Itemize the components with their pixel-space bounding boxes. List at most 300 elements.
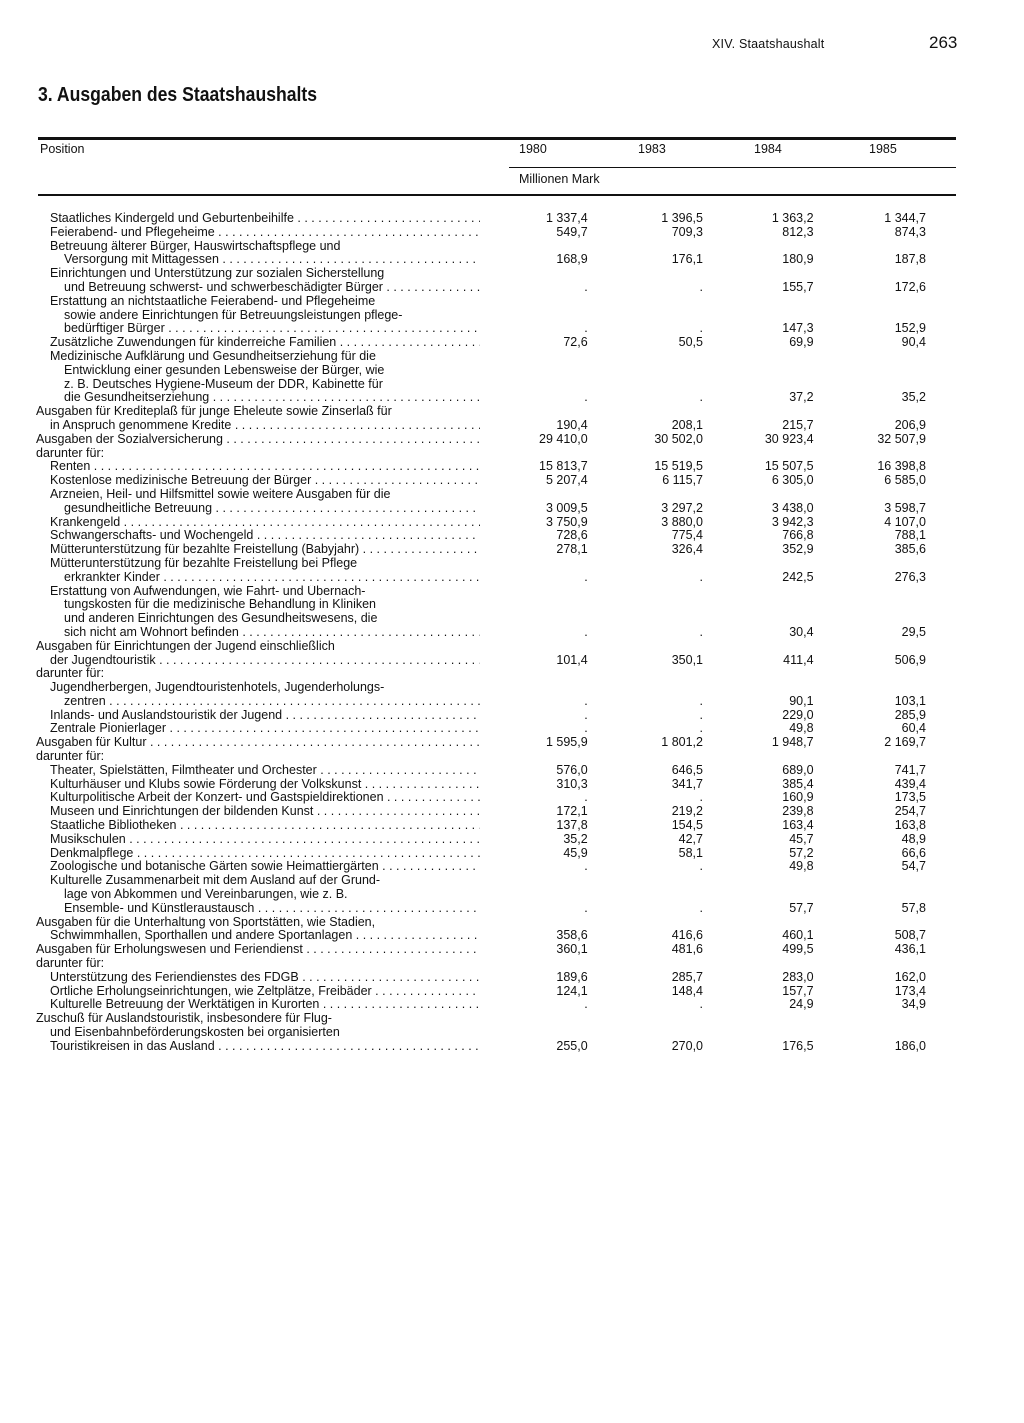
row-label-line: gesundheitliche Betreuung . . . [36,502,480,516]
row-label-line: Ausgaben für Kultur . . . [36,736,480,750]
cell-1985: 285,9 [894,707,926,722]
column-header-year-1: 1980 [519,142,547,156]
cell-1985: 741,7 [894,762,926,777]
row-label [36,557,480,585]
row-label [36,805,480,819]
table-row [36,874,926,915]
row-label [36,736,480,750]
table-row [36,557,926,585]
cell-1984: 30,4 [789,624,814,639]
row-label-line: Kostenlose medizinische Betreuung der Bürger . . . [36,474,480,488]
cell-1980: 3 750,9 [545,514,588,529]
row-label-line: Ausgaben für Einrichtungen der Jugend einschließlich [36,639,335,653]
cell-1985: 788,1 [894,528,926,543]
cell-1985: 152,9 [894,321,926,336]
cell-1984: 49,8 [789,721,814,736]
row-label [36,1012,480,1053]
cell-1984: 411,4 [783,652,814,667]
cell-1980: 45,9 [563,845,588,860]
cell-1985: 172,6 [894,279,926,294]
cell-1984: 812,3 [782,224,814,239]
row-label-line: Kulturelle Betreuung der Werktätigen in Kurorten . . . [36,998,480,1012]
cell-1980: . [584,721,588,736]
cell-1983: 1 801,2 [661,735,703,750]
cell-1984: 1 948,7 [771,735,814,750]
cell-1983: 6 115,7 [662,473,703,488]
cell-1980: 278,1 [556,542,588,557]
cell-1984: 147,3 [782,321,814,336]
row-label [36,226,480,240]
table-row [36,640,926,668]
row-label-line: Ausgaben für Erholungswesen und Feriendienst . . . [36,943,480,957]
cell-1980: . [584,707,588,722]
cell-1984: 3 438,0 [771,500,814,515]
cell-1984: 460,1 [782,928,814,943]
cell-1985: 385,6 [894,542,926,557]
cell-1985: 1 344,7 [884,211,926,225]
table-row [36,916,926,944]
cell-1980: 189,6 [556,969,588,984]
cell-1980: 72,6 [563,335,588,350]
cell-1980: 137,8 [556,818,588,833]
table-row [36,460,926,474]
cell-1984: 6 305,0 [771,473,814,488]
cell-1983: 208,1 [671,417,703,432]
table-row [36,516,926,530]
table-row [36,681,926,709]
row-label-line: Mütterunterstützung für bezahlte Freistellung bei Pflege [50,556,358,570]
table-row [36,405,926,433]
cell-1983: . [699,721,703,736]
row-label-line: Entwicklung einer gesunden Lebensweise der Bürger, wie [64,363,385,377]
cell-1984: 3 942,3 [771,514,814,529]
cell-1984: 24,9 [789,997,814,1012]
row-label [36,791,480,805]
cell-1983: . [699,900,703,915]
row-label-line: Kulturpolitische Arbeit der Konzert- und Gastspieldirektionen . . . [36,791,480,805]
row-label-line: Staatliche Bibliotheken . . . [36,819,480,833]
row-label-line: Versorgung mit Mittagessen . . . [36,253,480,267]
cell-1983: . [699,859,703,874]
row-label-line: und anderen Einrichtungen des Gesundheitswesens, die [64,612,378,626]
row-label-line: Kulturelle Zusammenarbeit mit dem Ausland auf der Grund- [50,874,381,888]
row-label [36,722,480,736]
row-label [36,764,480,778]
cell-1983: . [699,569,703,584]
row-label-line: Medizinische Aufklärung und Gesundheitserziehung für die [50,349,376,363]
cell-1983: . [699,321,703,336]
row-label-line: Erstattung an nichtstaatliche Feierabend- und Pflegeheime [50,294,376,308]
row-label-line: lage von Abkommen und Vereinbarungen, wie z. B. [64,888,348,902]
cell-1980: . [584,321,588,336]
table-row [36,764,926,778]
table-row [36,543,926,557]
cell-1985: 254,7 [894,804,926,819]
row-label [36,709,480,723]
row-label [36,212,480,226]
column-header-position: Position [40,142,85,156]
table-row [36,833,926,847]
row-label-line: darunter für: [36,750,105,764]
cell-1983: 270,0 [671,1038,703,1053]
cell-1983: 481,6 [671,942,703,957]
row-label-line: Ausgaben der Sozialversicherung . . . [36,433,480,447]
table-row [36,971,926,985]
table-row [36,819,926,833]
cell-1980: . [584,624,588,639]
table-row [36,433,926,447]
table-row [36,998,926,1012]
table-row [36,860,926,874]
row-label [36,847,480,861]
table-row [36,778,926,792]
row-label-line: Betreuung älterer Bürger, Hauswirtschaftspflege und [50,239,341,253]
row-label-line: Zoologische und botanische Gärten sowie Heimattiergärten . . . [36,860,480,874]
table-row [36,585,926,640]
cell-1984: 283,0 [782,969,814,984]
row-label [36,516,480,530]
cell-1980: 172,1 [556,804,588,819]
cell-1984: 689,0 [782,762,814,777]
cell-1984: 160,9 [782,790,814,805]
cell-1985: 29,5 [901,624,926,639]
cell-1983: . [699,624,703,639]
row-label-line: Feierabend- und Pflegeheime . . . [36,226,480,240]
row-label-line: Kulturhäuser und Klubs sowie Förderung der Volkskunst . . . [36,778,480,792]
row-label [36,957,480,971]
cell-1983: . [699,997,703,1012]
cell-1980: 1 337,4 [545,211,588,225]
cell-1980: 190,4 [556,417,588,432]
cell-1984: 242,5 [782,569,814,584]
cell-1985: 54,7 [901,859,926,874]
cell-1983: 154,5 [671,818,703,833]
row-label [36,474,480,488]
table-row [36,957,926,971]
cell-1980: 35,2 [563,831,588,846]
row-label [36,433,480,447]
row-label [36,405,480,433]
cell-1984: 45,7 [789,831,814,846]
cell-1983: 350,1 [671,652,703,667]
row-label-line: bedürftiger Bürger . . . [36,322,480,336]
column-header-year-2: 1983 [638,142,666,156]
table-row [36,240,926,268]
row-label-line: der Jugendtouristik . . . [36,654,480,668]
column-header-year-3: 1984 [754,142,782,156]
cell-1984: 499,5 [782,942,814,957]
row-label-line: Touristikreisen in das Ausland . . . [36,1040,480,1054]
row-label [36,874,480,915]
row-label [36,998,480,1012]
table-row [36,943,926,957]
row-label-line: Theater, Spielstätten, Filmtheater und Orchester . . . [36,764,480,778]
cell-1985: 103,1 [894,693,926,708]
cell-1984: 352,9 [782,542,814,557]
row-label-line: Zuschuß für Auslandstouristik, insbesondere für Flug- [36,1012,332,1026]
cell-1983: 416,6 [671,928,703,943]
cell-1983: 15 519,5 [654,459,703,474]
cell-1980: 310,3 [556,776,588,791]
row-label-line: Jugendherbergen, Jugendtouristenhotels, Jugenderholungs- [50,681,385,695]
cell-1984: 69,9 [789,335,814,350]
row-label [36,295,480,336]
row-label-line: erkrankter Kinder . . . [36,571,480,585]
cell-1983: 646,5 [671,762,703,777]
cell-1985: 60,4 [901,721,926,736]
row-label-line: und Eisenbahnbeförderungskosten bei organisierten [50,1026,340,1040]
row-label-line: Denkmalpflege . . . [36,847,480,861]
cell-1980: 124,1 [556,983,588,998]
row-label [36,860,480,874]
row-label [36,529,480,543]
cell-1980: 255,0 [556,1038,588,1053]
row-label-line: tungskosten für die medizinische Behandlung in Kliniken [64,598,376,612]
cell-1985: 187,8 [894,252,926,267]
page-title: 3. Ausgaben des Staatshaushalts [38,84,318,106]
cell-1985: 90,4 [901,335,926,350]
cell-1985: 32 507,9 [877,431,926,446]
table-row [36,750,926,764]
row-label-line: Krankengeld . . . [36,516,480,530]
row-label-line: sich nicht am Wohnort befinden . . . [36,626,480,640]
cell-1980: 576,0 [556,762,588,777]
cell-1980: 101,4 [556,652,588,667]
table-row [36,529,926,543]
cell-1984: 163,4 [782,818,814,833]
row-label [36,778,480,792]
table-row [36,447,926,461]
row-label-line: Staatliches Kindergeld und Geburtenbeihilfe . . . [36,212,480,226]
row-label-line: die Gesundheitserziehung . . . [36,391,480,405]
cell-1983: 42,7 [678,831,703,846]
cell-1984: 229,0 [782,707,814,722]
row-label [36,833,480,847]
cell-1983: 1 396,5 [661,211,703,225]
cell-1980: 3 009,5 [545,500,588,515]
row-label [36,350,480,405]
table-row [36,474,926,488]
table-row [36,1012,926,1053]
row-label-line: Ausgaben für Kreditерlaß für junge Eheleute sowie Zinserlaß für [36,405,392,419]
cell-1980: . [584,859,588,874]
cell-1983: 3 880,0 [661,514,703,529]
cell-1985: 874,3 [894,224,926,239]
expenditure-table [36,212,926,1054]
cell-1984: 57,7 [789,900,814,915]
row-label-line: z. B. Deutsches Hygiene-Museum der DDR, Kabinette für [64,377,383,391]
row-label-line: Inlands- und Auslandstouristik der Jugend . . . [36,709,480,723]
row-label-line: Schwimmhallen, Sporthallen und andere Sportanlagen . . . [36,929,480,943]
row-label [36,640,480,668]
row-label-line: Ausgaben für die Unterhaltung von Sportstätten, wie Stadien, [36,915,376,929]
cell-1984: 57,2 [789,845,814,860]
row-label-line: Unterstützung des Feriendienstes des FDGB . . . [36,971,480,985]
table-row [36,488,926,516]
cell-1985: 3 598,7 [884,500,926,515]
row-label-line: Renten . . . [36,460,480,474]
row-label [36,819,480,833]
cell-1985: 162,0 [894,969,926,984]
row-label-line: sowie andere Einrichtungen für Betreuungsleistungen pflege- [64,308,403,322]
cell-1984: 37,2 [789,390,814,405]
row-label-line: Museen und Einrichtungen der bildenden Kunst . . . [36,805,480,819]
cell-1985: 4 107,0 [884,514,926,529]
cell-1984: 176,5 [782,1038,814,1053]
cell-1983: 148,4 [671,983,703,998]
cell-1980: 1 595,9 [545,735,588,750]
cell-1985: 57,8 [901,900,926,915]
cell-1983: . [699,279,703,294]
row-label-line: Musikschulen . . . [36,833,480,847]
cell-1983: . [699,693,703,708]
table-row [36,791,926,805]
row-label [36,943,480,957]
cell-1985: 186,0 [894,1038,926,1053]
cell-1984: 157,7 [782,983,814,998]
row-label-line: Ensemble- und Künstleraustausch . . . [36,902,480,916]
row-label [36,460,480,474]
table-row [36,350,926,405]
row-label [36,447,480,461]
cell-1984: 239,8 [782,804,814,819]
cell-1980: . [584,997,588,1012]
cell-1985: 6 585,0 [884,473,926,488]
row-label-line: Arzneien, Heil- und Hilfsmittel sowie weitere Ausgaben für die [50,487,391,501]
cell-1980: . [584,390,588,405]
row-label [36,585,480,640]
row-label [36,750,480,764]
table-row [36,226,926,240]
row-label-line: darunter für: [36,667,105,681]
row-label-line: und Betreuung schwerst- und schwerbeschädigter Bürger . . . [36,281,480,295]
cell-1984: 90,1 [789,693,814,708]
cell-1980: . [584,790,588,805]
cell-1985: 35,2 [901,390,926,405]
table-header-bottom-rule [38,194,956,196]
cell-1983: 326,4 [671,542,703,557]
cell-1985: 436,1 [894,942,926,957]
row-label [36,336,480,350]
cell-1985: 163,8 [894,818,926,833]
cell-1983: 3 297,2 [661,500,703,515]
table-row [36,985,926,999]
row-label-line: Zentrale Pionierlager . . . [36,722,480,736]
page-number: 263 [929,33,958,52]
cell-1980: 360,1 [556,942,588,957]
cell-1983: 219,2 [671,804,703,819]
cell-1985: 66,6 [901,845,926,860]
cell-1984: 30 923,4 [764,431,814,446]
row-label-line: darunter für: [36,957,105,971]
table-row [36,709,926,723]
row-label [36,681,480,709]
cell-1985: 173,4 [894,983,926,998]
cell-1984: 385,4 [782,776,814,791]
row-label [36,543,480,557]
cell-1983: 50,5 [678,335,703,350]
cell-1983: 285,7 [671,969,703,984]
table-row [36,667,926,681]
cell-1980: 549,7 [556,224,588,239]
cell-1980: 29 410,0 [539,431,588,446]
table-row [36,722,926,736]
cell-1984: 49,8 [789,859,814,874]
cell-1980: . [584,900,588,915]
cell-1985: 34,9 [901,997,926,1012]
cell-1985: 173,5 [894,790,926,805]
cell-1985: 48,9 [901,831,926,846]
cell-1980: 728,6 [556,528,588,543]
cell-1984: 766,8 [782,528,814,543]
cell-1984: 155,7 [782,279,814,294]
table-row [36,805,926,819]
row-label-line: Erstattung von Aufwendungen, wie Fahrt- und Übernach- [50,584,366,598]
table-row [36,736,926,750]
running-head: XIV. Staatshaushalt [712,37,825,51]
row-label-line: zentren . . . [36,695,480,709]
table-row [36,212,926,226]
cell-1985: 276,3 [894,569,926,584]
row-label [36,971,480,985]
cell-1983: 775,4 [671,528,703,543]
table-row [36,267,926,295]
cell-1980: . [584,693,588,708]
cell-1985: 439,4 [894,776,926,791]
cell-1980: 5 207,4 [545,473,588,488]
table-row [36,336,926,350]
cell-1980: 15 813,7 [539,459,588,474]
cell-1984: 215,7 [782,417,814,432]
table-row [36,847,926,861]
cell-1983: 58,1 [678,845,703,860]
row-label-line: Einrichtungen und Unterstützung zur sozialen Sicherstellung [50,267,385,281]
cell-1985: 508,7 [894,928,926,943]
cell-1985: 206,9 [894,417,926,432]
cell-1983: 709,3 [671,224,703,239]
row-label-line: Zusätzliche Zuwendungen für kinderreiche Familien . . . [36,336,480,350]
row-label [36,916,480,944]
cell-1984: 180,9 [782,252,814,267]
cell-1980: . [584,279,588,294]
row-label-line: Schwangerschafts- und Wochengeld . . . [36,529,480,543]
table-top-rule [38,137,956,140]
row-label-line: darunter für: [36,446,105,460]
cell-1983: . [699,790,703,805]
row-label [36,985,480,999]
row-label [36,667,480,681]
cell-1984: 1 363,2 [771,211,814,225]
cell-1983: . [699,390,703,405]
cell-1983: . [699,707,703,722]
row-label-line: Örtliche Erholungseinrichtungen, wie Zeltplätze, Freibäder . . . [36,985,480,999]
cell-1983: 176,1 [671,252,703,267]
cell-1985: 2 169,7 [884,735,926,750]
cell-1984: 15 507,5 [764,459,814,474]
cell-1980: 358,6 [556,928,588,943]
row-label [36,240,480,268]
cell-1980: . [584,569,588,584]
header-divider-rule [509,167,956,168]
cell-1983: 341,7 [671,776,703,791]
row-label [36,267,480,295]
cell-1985: 506,9 [894,652,926,667]
row-label-line: Mütterunterstützung für bezahlte Freistellung (Babyjahr) . . . [36,543,480,557]
cell-1980: 168,9 [556,252,588,267]
column-header-year-4: 1985 [869,142,897,156]
unit-label: Millionen Mark [519,172,600,186]
table-row [36,295,926,336]
